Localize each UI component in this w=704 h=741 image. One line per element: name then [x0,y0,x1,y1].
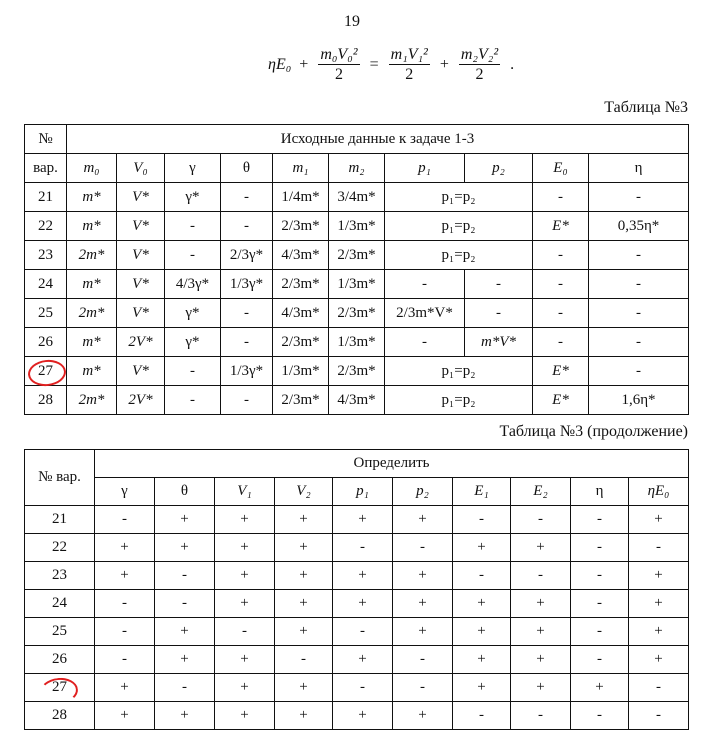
table-cell: 1/3m* [329,270,385,299]
table-cell: + [453,674,511,702]
formula-period: . [510,55,515,73]
variant-number: 22 [25,534,95,562]
table-cell: + [215,646,275,674]
table-cell: 2/3m* [329,241,385,270]
table-cell: - [95,618,155,646]
table-cell: - [155,590,215,618]
table-cell: - [533,183,589,212]
variant-number: 27 [25,674,95,702]
table-cell: + [215,562,275,590]
table-cell: m* [67,212,117,241]
variant-number: 25 [25,618,95,646]
table-cell: 4/3m* [273,299,329,328]
table-cell: - [333,674,393,702]
table-cell: + [629,506,689,534]
table-cell: E* [533,386,589,415]
column-header: p₂ [465,154,533,183]
table-cell: - [215,618,275,646]
table-cell: + [511,590,571,618]
table-cell: + [215,590,275,618]
table-row [25,299,689,328]
column-header: ηE₀ [629,478,689,506]
table-cell: 2/3m* [273,270,329,299]
table-cell: + [275,674,333,702]
table-cell: + [629,618,689,646]
table-cell: V* [117,241,165,270]
table-cell: 3/4m* [329,183,385,212]
table-cell: - [629,534,689,562]
column-header: η [571,478,629,506]
table-row [25,357,689,386]
table-cell: E* [533,357,589,386]
table-cell: - [393,646,453,674]
table-cell: 2m* [67,241,117,270]
table-cell: - [533,328,589,357]
table-cell: + [393,590,453,618]
table-cell: + [393,702,453,730]
table-cell: - [95,590,155,618]
table-cell: 2m* [67,386,117,415]
table-cell: V* [117,212,165,241]
formula-f2-denominator: 2 [405,66,414,83]
input-data-table [24,124,689,415]
table-cell: - [589,357,689,386]
table-cell: + [275,590,333,618]
formula-fraction-2 [389,45,430,84]
table-cell: - [165,241,221,270]
table-cell: + [511,534,571,562]
table-cell: + [275,562,333,590]
formula-plus: + [439,55,449,73]
table-cell: - [571,534,629,562]
variant-number: 24 [25,590,95,618]
table-cell: - [385,270,465,299]
table-row [25,702,689,730]
table-cell: + [571,674,629,702]
table-cell: V* [117,183,165,212]
column-header: θ [221,154,273,183]
column-header: E₁ [453,478,511,506]
variant-number: 25 [25,299,67,328]
table-cell: + [95,562,155,590]
page-number: 19 [344,13,360,30]
column-header: p₁ [333,478,393,506]
table2-caption: Таблица №3 (продолжение) [499,423,688,440]
table-cell: - [393,674,453,702]
table-cell: - [155,562,215,590]
table-cell: - [533,241,589,270]
table-cell: - [385,328,465,357]
table-cell: - [165,386,221,415]
table-cell: - [571,590,629,618]
table-cell: V* [117,270,165,299]
table-cell: + [333,562,393,590]
table-cell: + [95,534,155,562]
formula-equals: = [369,55,379,73]
table-cell: - [221,183,273,212]
momentum-equality-cell: p₁=p₂ [385,386,533,415]
column-header: p₂ [393,478,453,506]
table-row [25,506,689,534]
table-cell: + [453,590,511,618]
table-cell: - [533,299,589,328]
table-cell: + [629,562,689,590]
table-cell: 2/3m* [273,212,329,241]
table-cell: - [589,241,689,270]
column-header: γ [95,478,155,506]
energy-formula: ηE₀ + $\frac{\text{m₀V₀²}}{2}$ = $\frac{\text{m₁V₁²}}{2}$ + $\frac{\text{m₂V₂²}}{2}$ . [268,46,515,83]
table-cell: - [221,328,273,357]
table-cell: - [589,183,689,212]
formula-fraction-3 [459,45,500,84]
table-cell: - [221,386,273,415]
column-header: η [589,154,689,183]
table-cell: - [275,646,333,674]
formula-f3-denominator: 2 [475,66,484,83]
table-cell: - [571,702,629,730]
table-cell: - [333,534,393,562]
momentum-equality-cell: p₁=p₂ [385,212,533,241]
table-cell: - [571,618,629,646]
table-cell: - [629,674,689,702]
table-cell: - [165,357,221,386]
table-cell: + [275,534,333,562]
table-row [25,646,689,674]
table-cell: + [155,702,215,730]
table-cell: m* [67,328,117,357]
table-cell: 2m* [67,299,117,328]
table-cell: - [589,328,689,357]
table-cell: + [215,506,275,534]
variant-number: 28 [25,386,67,415]
table-cell: - [95,506,155,534]
table-cell: + [155,534,215,562]
table-cell: 2/3m* [329,299,385,328]
table-cell: V* [117,357,165,386]
table-cell: + [275,506,333,534]
table-cell: - [95,646,155,674]
table1-caption: Таблица №3 [604,99,688,116]
table-cell: + [333,506,393,534]
table-cell: 1/3γ* [221,357,273,386]
table-row [25,386,689,415]
table-cell: 1/3m* [273,357,329,386]
table-cell: + [215,702,275,730]
column-header: m₀ [67,154,117,183]
table-cell: γ* [165,299,221,328]
table-cell: + [511,646,571,674]
table-row [25,590,689,618]
column-header: θ [155,478,215,506]
table-cell: + [453,646,511,674]
formula-f1-numerator: m₀V₀² [320,46,358,63]
table-cell: γ* [165,328,221,357]
variant-number: 22 [25,212,67,241]
column-header: E₀ [533,154,589,183]
table-cell: 4/3m* [273,241,329,270]
table-cell: m* [67,270,117,299]
table-cell: + [511,618,571,646]
table-cell: + [453,618,511,646]
table-cell: - [511,702,571,730]
table-cell: - [465,270,533,299]
table-cell: 1/4m* [273,183,329,212]
table-cell: + [155,506,215,534]
determine-group-header: Определить [95,450,689,478]
table-cell: - [571,646,629,674]
variant-number: 26 [25,328,67,357]
table-row [25,328,689,357]
table-cell: - [571,506,629,534]
table-cell: 1,6η* [589,386,689,415]
determine-table [24,449,689,730]
table-cell: V* [117,299,165,328]
table-cell: 2V* [117,328,165,357]
table-cell: - [453,506,511,534]
table-row [25,562,689,590]
table-cell: + [393,506,453,534]
table-cell: 0,35η* [589,212,689,241]
variant-number: 26 [25,646,95,674]
variant-number: 24 [25,270,67,299]
table-cell: 4/3γ* [165,270,221,299]
table-cell: - [333,618,393,646]
momentum-equality-cell: p₁=p₂ [385,241,533,270]
table-cell: 1/3m* [329,328,385,357]
column-header: m₂ [329,154,385,183]
table-row [25,241,689,270]
table-cell: 4/3m* [329,386,385,415]
momentum-equality-cell: p₁=p₂ [385,357,533,386]
table-cell: 2/3m* [329,357,385,386]
column-header: E₂ [511,478,571,506]
formula-f3-numerator: m₂V₂² [460,46,499,63]
table-cell: + [333,702,393,730]
table-cell: + [275,702,333,730]
table-cell: - [155,674,215,702]
table-cell: - [511,562,571,590]
column-header: γ [165,154,221,183]
variant-number: 23 [25,241,67,270]
variant-number: 28 [25,702,95,730]
table-cell: + [629,590,689,618]
table-cell: m*V* [465,328,533,357]
table-cell: + [393,618,453,646]
table-cell: - [511,506,571,534]
table-cell: 2/3m* [273,386,329,415]
table-row [25,183,689,212]
variant-number: 23 [25,562,95,590]
formula-lhs-term: ηE₀ [268,55,292,73]
table-cell: + [155,646,215,674]
table-cell: + [629,646,689,674]
table-cell: γ* [165,183,221,212]
table-cell: + [155,618,215,646]
table-cell: 2/3m*V* [385,299,465,328]
formula-f1-denominator: 2 [334,66,343,83]
table-cell: 1/3m* [329,212,385,241]
table-cell: - [533,270,589,299]
variant-number: 27 [25,357,67,386]
table-cell: + [511,674,571,702]
table-cell: 2V* [117,386,165,415]
table-cell: - [589,270,689,299]
table-cell: + [333,646,393,674]
table-cell: - [571,562,629,590]
table-row [25,212,689,241]
table-cell: - [589,299,689,328]
column-header: m₁ [273,154,329,183]
table-cell: m* [67,357,117,386]
table-cell: 1/3γ* [221,270,273,299]
table-cell: + [393,562,453,590]
input-data-group-header: Исходные данные к задаче 1-3 [67,125,689,154]
table-cell: - [453,702,511,730]
variant-number: 21 [25,506,95,534]
variant-number-header: № вар. [25,450,95,506]
table-cell: + [333,590,393,618]
table-cell: m* [67,183,117,212]
table-cell: E* [533,212,589,241]
table-row [25,270,689,299]
column-header: V₂ [275,478,333,506]
table-cell: + [275,618,333,646]
table-cell: - [465,299,533,328]
column-header: V₁ [215,478,275,506]
momentum-equality-cell: p₁=p₂ [385,183,533,212]
table-cell: - [629,702,689,730]
table-cell: - [221,299,273,328]
table-cell: 2/3γ* [221,241,273,270]
table-cell: + [453,534,511,562]
variant-number: 21 [25,183,67,212]
table-cell: + [95,674,155,702]
variant-number-subheader: вар. [25,154,67,183]
formula-fraction-1 [318,45,359,84]
table-cell: - [453,562,511,590]
formula-f2-numerator: m₁V₁² [390,46,428,63]
table-cell: - [221,212,273,241]
table-cell: + [215,534,275,562]
table-cell: 2/3m* [273,328,329,357]
table-row [25,618,689,646]
table-cell: + [215,674,275,702]
table-row [25,674,689,702]
column-header: p₁ [385,154,465,183]
table-cell: - [165,212,221,241]
table-row [25,534,689,562]
table-cell: + [95,702,155,730]
variant-number-header: № [25,125,67,154]
table-cell: - [393,534,453,562]
column-header: V₀ [117,154,165,183]
